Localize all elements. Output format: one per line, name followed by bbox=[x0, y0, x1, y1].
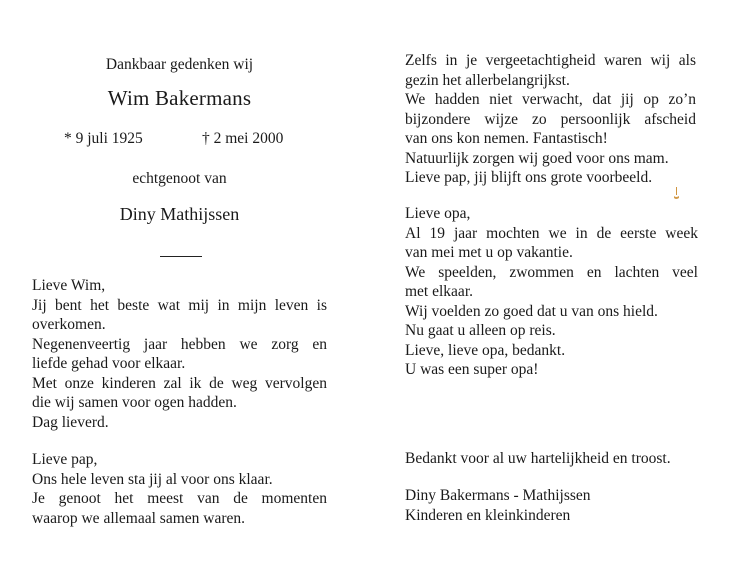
text-line: bijzondere wijze zo persoonlijk afscheid bbox=[405, 110, 696, 128]
text-line: van ons kon nemen. Fantastisch! bbox=[405, 130, 608, 147]
text-line: Ons hele leven sta jij al voor ons klaar. bbox=[32, 470, 273, 488]
text-line: Lieve pap, jij blijft ons grote voorbeeld. bbox=[405, 169, 653, 186]
text-line: Negenenveertig jaar hebben we zorg en bbox=[32, 335, 327, 353]
thanks-text bbox=[405, 449, 705, 469]
text-line: overkomen. bbox=[32, 316, 106, 333]
text-line: Wij voelden zo goed dat u van ons hield. bbox=[405, 302, 658, 320]
text-line: Lieve opa, bbox=[405, 205, 471, 222]
text-line: liefde gehad voor elkaar. bbox=[32, 355, 186, 372]
text-line: U was een super opa! bbox=[405, 361, 539, 378]
signature-line: Kinderen en kleinkinderen bbox=[405, 506, 571, 524]
spouse-label: echtgenoot van bbox=[132, 170, 227, 187]
text-line: Lieve, lieve opa, bedankt. bbox=[405, 341, 566, 359]
text-line: Dag lieverd. bbox=[32, 413, 109, 431]
text-line: Lieve pap, bbox=[32, 451, 98, 468]
divider-line bbox=[160, 256, 202, 257]
text-line: Nu gaat u alleen op reis. bbox=[405, 322, 556, 339]
intro-text: Dankbaar gedenken wij bbox=[105, 56, 254, 73]
spouse-name: Diny Mathijssen bbox=[119, 204, 240, 224]
message-to-pap bbox=[32, 450, 327, 528]
birth-date: * 9 juli 1925 bbox=[64, 130, 143, 147]
text-line: die wij samen voor ogen hadden. bbox=[32, 394, 237, 411]
text-line: Met onze kinderen zal ik de weg vervolgen bbox=[32, 374, 327, 392]
message-to-opa bbox=[405, 204, 698, 380]
death-date: † 2 mei 2000 bbox=[202, 130, 284, 147]
text-line: van mei met u op vakantie. bbox=[405, 244, 573, 261]
text-line: Zelfs in je vergeetachtigheid waren wij als bbox=[405, 52, 696, 69]
text-line: Bedankt voor al uw hartelijkheid en troost. bbox=[405, 450, 671, 467]
text-line: We speelden, zwommen en lachten veel bbox=[405, 263, 698, 281]
text-line: waarop we allemaal samen waren. bbox=[32, 509, 246, 527]
ink-stain-mark bbox=[672, 186, 682, 202]
text-line: met elkaar. bbox=[405, 283, 473, 300]
signature bbox=[405, 486, 705, 525]
text-line: Al 19 jaar mochten we in de eerste week bbox=[405, 224, 698, 242]
text-line: Natuurlijk zorgen wij goed voor ons mam. bbox=[405, 149, 669, 167]
family-message bbox=[405, 51, 696, 188]
text-line: gezin het allerbelangrijkst. bbox=[405, 71, 570, 89]
deceased-name: Wim Bakermans bbox=[107, 86, 252, 110]
text-line: We hadden niet verwacht, dat jij op zo’n bbox=[405, 91, 696, 108]
message-to-wim bbox=[32, 276, 327, 432]
text-line: Lieve Wim, bbox=[32, 277, 106, 294]
signature-line: Diny Bakermans - Mathijssen bbox=[405, 487, 591, 504]
text-line: Jij bent het beste wat mij in mijn leven is bbox=[32, 296, 327, 314]
text-line: Je genoot het meest van de momenten bbox=[32, 490, 327, 507]
